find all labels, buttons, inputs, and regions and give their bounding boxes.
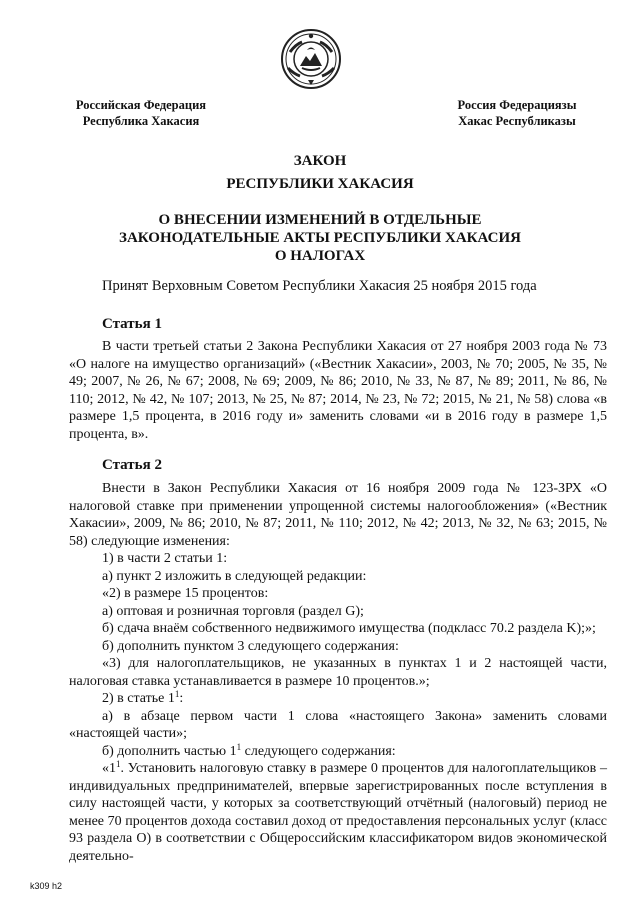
article-2-item: а) в абзаце первом части 1 слова «настоящего Закона» заменить словами «настоящей части»; — [69, 708, 607, 741]
article-2-heading: Статья 2 — [102, 457, 162, 473]
subtitle-line-2: ЗАКОНОДАТЕЛЬНЫЕ АКТЫ РЕСПУБЛИКИ ХАКАСИЯ — [119, 230, 521, 246]
article-2-item: б) сдача внаём собственного недвижимого имущества (подкласс 70.2 раздела K);»; — [102, 621, 596, 636]
header-right-line-1: Россия Федерациязы — [457, 98, 577, 112]
coat-of-arms-icon — [280, 28, 342, 90]
law-title: ЗАКОН — [293, 153, 347, 169]
item-text: : — [179, 691, 184, 706]
article-2-body — [69, 480, 607, 865]
article-2-item: «3) для налогоплательщиков, не указанных в пунктах 1 и 2 настоящей части, налоговая ставка устанавливается в размере 10 процентов.»; — [69, 656, 607, 689]
header-left-line-1: Российская Федерация — [75, 98, 207, 112]
article-1-heading: Статья 1 — [102, 316, 162, 332]
law-title-republic: РЕСПУБЛИКИ ХАКАСИЯ — [226, 176, 414, 192]
header-left — [62, 97, 220, 129]
article-2-item: 1) в части 2 статьи 1: — [102, 551, 228, 566]
article-2-item — [69, 743, 607, 761]
article-1-body — [69, 338, 607, 443]
article-2-intro: Внести в Закон Республики Хакасия от 16 ноября 2009 года № 123-ЗРХ «О налоговой ставке при применении упрощенной системы налогообложения» («Вестник Хакасии», 2009, № 86; 2010, № 87; 2011, № 110; 2012, № 42; 2013, № 32, № 63; 2015, № 58) следующие изменения: — [69, 481, 607, 549]
header-right-line-2: Хакас Республиказы — [458, 114, 576, 128]
law-subtitle — [100, 211, 540, 265]
article-1-paragraph: В части третьей статьи 2 Закона Республики Хакасия от 27 ноября 2003 года № 73 «О налоге на имущество организаций» («Вестник Хакасии», 2003, № 70; 2005, № 35, № 49; 2007, № 26, № 67; 2008, № 69; 2009, № 86; 2010, № 33, № 87, № 89; 2011, № 86, № 110; 2012, № 42, № 107; 2013, № 25, № 87; 2014, № 23, № 72; 2015, № 21, № 58) слова «в размере 1,5 процента, в 2016 году и» заменить словами «и в 2016 году в размере 1,5 процента, в». — [69, 339, 607, 442]
item-text: 2) в статье 1 — [102, 691, 175, 706]
item-text: б) дополнить частью 1 — [102, 743, 237, 759]
superscript: 1 — [174, 689, 180, 699]
item-text: следующего содержания: — [241, 743, 396, 759]
item-text: «1 — [102, 761, 116, 776]
article-2-item: б) дополнить пунктом 3 следующего содержания: — [102, 638, 399, 654]
superscript: 1 — [116, 759, 121, 769]
footer-code: k309 h2 — [30, 881, 63, 891]
subtitle-line-3: О НАЛОГАХ — [274, 248, 366, 264]
article-2-item — [69, 760, 607, 865]
article-2-item: а) оптовая и розничная торговля (раздел G); — [102, 603, 364, 619]
header-left-line-2: Республика Хакасия — [82, 114, 200, 128]
article-2-item: а) пункт 2 изложить в следующей редакции: — [102, 568, 367, 584]
subtitle-line-1: О ВНЕСЕНИИ ИЗМЕНЕНИЙ В ОТДЕЛЬНЫЕ — [158, 212, 482, 228]
article-2-item: «2) в размере 15 процентов: — [102, 586, 269, 601]
adoption-line: Принят Верховным Советом Республики Хакасия 25 ноября 2015 года — [102, 278, 537, 294]
superscript: 1 — [236, 741, 242, 752]
article-2-item — [69, 690, 607, 708]
header-right — [442, 97, 592, 129]
item-text: . Установить налоговую ставку в размере 0 процентов для налогоплательщиков – индивидуальных предпринимателей, впервые зарегистрированных после вступления в силу настоящей части, у которых за соответствующий отчётный (налоговый) период не менее 70 процентов дохода составил доход от предоставления персональных услуг (класс 93 раздела O) в соответствии с Общероссийским классификатором видов экономической деятельно- — [69, 761, 607, 864]
